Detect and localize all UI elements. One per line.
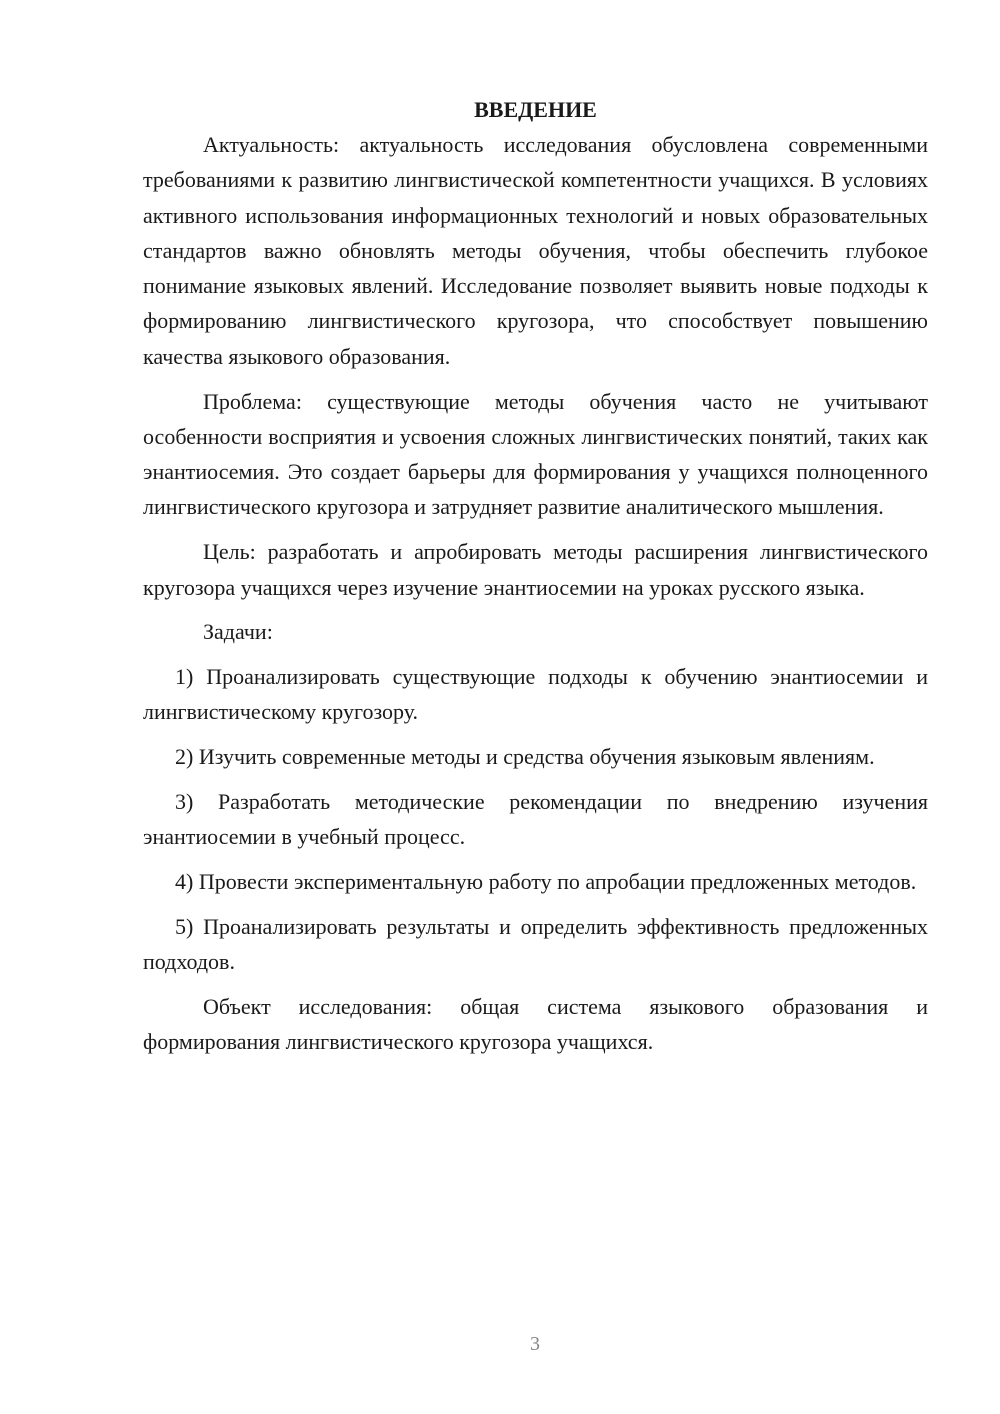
page-title: ВВЕДЕНИЕ [474,97,597,122]
page-number: 3 [530,1333,540,1355]
paragraph-problem: Проблема: существующие методы обучения часто не учитывают особенности восприятия и усвоения сложных лингвистических понятий, таких как энантиосемия. Это создает барьеры для формирования у учащихся полноценного лингвистического кругозора и затрудняет развитие аналитического мышления. [143,388,928,520]
task-item-2: 2) Изучить современные методы и средства обучения языковым явлениям. [175,744,875,770]
paragraph-goal: Цель: разработать и апробировать методы расширения лингвистического кругозора учащихся через изучение энантиосемии на уроках русского языка. [143,539,928,600]
task-item-4: 4) Провести экспериментальную работу по апробации предложенных методов. [175,869,917,895]
task-item-1: 1) Проанализировать существующие подходы к обучению энантиосемии и лингвистическому кругозору. [143,664,928,725]
document-page [143,92,928,1069]
tasks-heading: Задачи: [203,619,273,645]
paragraph-relevance: Актуальность: актуальность исследования обусловлена современными требованиями к развитию лингвистической компетентности учащихся. В условиях активного использования информационных технологий и новых образовательных стандартов важно обновлять методы обучения, чтобы обеспечить глубокое понимание языковых явлений. Исследование позволяет выявить новые подходы к формированию лингвистического кругозора, что способствует повышению качества языкового образования. [143,132,928,369]
task-item-3: 3) Разработать методические рекомендации по внедрению изучения энантиосемии в учебный процесс. [143,789,928,850]
task-item-5: 5) Проанализировать результаты и определить эффективность предложенных подходов. [143,913,928,975]
paragraph-object: Объект исследования: общая система языкового образования и формирования лингвистического кругозора учащихся. [143,994,928,1055]
